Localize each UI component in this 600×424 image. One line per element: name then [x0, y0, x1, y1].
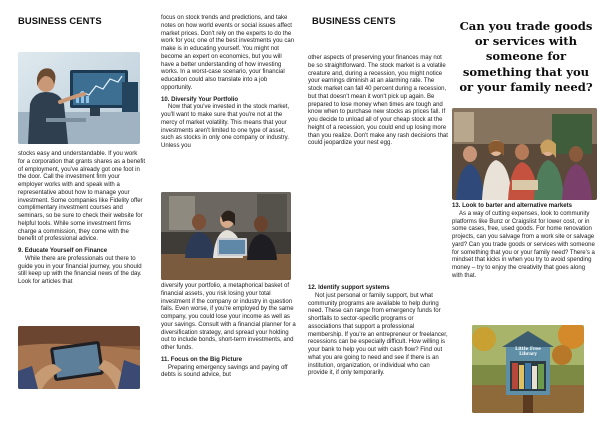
panel-1-body [18, 151, 146, 287]
panel-4-text-block [452, 203, 595, 281]
panel-2-top-text-block [161, 15, 296, 151]
panel-1-header: BUSINESS CENTS [18, 15, 102, 26]
panel-3-top-text-block [308, 55, 448, 148]
panel-1 [0, 0, 150, 424]
section-11-body: Preparing emergency savings and paying off debts is sound advice, but [161, 364, 288, 379]
panel-1-intro-text: stocks easy and understandable. If you work for a corporation that grants shares as a benefit of employment, you've already got one foot in the door. Call the investment firm your employer works with and speak with a representative about how to manage your investment. Some companies like Fidelity offer complimentary investment courses and seminars, so be sure to check their website for helpful tools. While some investment firms charge a commission, they come with the benefit of professional advice. [18, 151, 146, 243]
panel-3-header: BUSINESS CENTS [312, 15, 396, 26]
community-group-photo [452, 108, 597, 200]
section-10-title: 10. Diversify Your Portfolio [161, 96, 239, 103]
section-9-title: 9. Educate Yourself on Finance [18, 248, 108, 254]
woman-computer-photo [18, 52, 140, 144]
section-12-title: 12. Identify support systems [308, 285, 390, 291]
team-meeting-photo [161, 192, 291, 280]
panel-4-headline: Can you trade goods or services with someone for something that you or your family need? [459, 19, 593, 94]
library-sign: Little Free Library [515, 347, 541, 357]
panel-2-bottom-text: diversify your portfolio, a metaphorical basket of financial assets, you risk losing your total investment if the company or industry in question fails. Even worse, if you're employed by the same company, you could lose your income as well as your savings. Consult with a financial planner for a diversification strategy, and spread your holding out to include bonds, short-term investments, and other funds. [161, 283, 296, 351]
panel-3-bottom-text-block [308, 285, 448, 378]
panel-3 [300, 0, 450, 424]
section-13-title: 13. Look to barter and alternative markets [452, 203, 572, 209]
section-11-title: 11. Focus on the Big Picture [161, 356, 242, 363]
little-free-library-photo [472, 325, 584, 413]
panel-2-bottom-text-block [161, 283, 296, 380]
tablet-hands-photo [18, 326, 140, 389]
section-13-body: As a way of cutting expenses, look to community platforms like Bunz or Craigslist for lower cost, or in some cases, free, used goods. For home renovation projects, can you salvage from a work site or salvage yard? Can you trade goods or services with someone for something that you or your family need? There's a mindset that kicks in when you try to avoid spending money – try to enjoy the creativity that goes along with that. [452, 210, 595, 279]
panel-2-top-text: focus on stock trends and predictions, and take notes on how world events or social issues affect market prices. Don't rely on the experts to do the work for you; one of the best investments you can make is in educating yourself. You might not become an expert on economics, but you will have a better understanding of how investing works. In a worst-case scenario, your financial education could also translate into a job opportunity. [161, 15, 295, 91]
panel-3-top-text: other aspects of preserving your finances may not be so straightforward. The stock market is a volatile creature and, during a recession, you might notice your earnings diminish at an alarming rate. The stock market can fall 40 percent during a recession, but that doesn't mean it won't pick up again. Be prepared to lose money when times are tough and know when to purchase new stocks as prices fall. If you decide to unload all of your cheap stock at the height of a recession, you could end up losing more than you realize. Don't make any rash decisions that could jeopardize your nest egg. [308, 55, 448, 147]
section-10-body: Now that you've invested in the stock market, you'll want to make sure that you're not at the mercy of market volatility. This means that your investments aren't limited to one type of asset, such as stocks in only one company or industry. Unless you [161, 104, 290, 149]
panel-2 [150, 0, 300, 424]
section-9-body: While there are professionals out there to guide you in your financial journey, you should still keep up with the financial news of the day. Look for articles that [18, 255, 142, 285]
section-12-body: Not just personal or family support, but what community programs are available to help during need. These can range from emergency funds for shortfalls to sector-specific programs or associations that support a professional membership. If you're an entrepreneur or freelancer, recessions can be especially difficult. How willing is your bank to help you out with cash flow? Find out what you are going to need and see if there is an institution, organization, or individual who can provide it, if only temporarily. [308, 292, 448, 377]
